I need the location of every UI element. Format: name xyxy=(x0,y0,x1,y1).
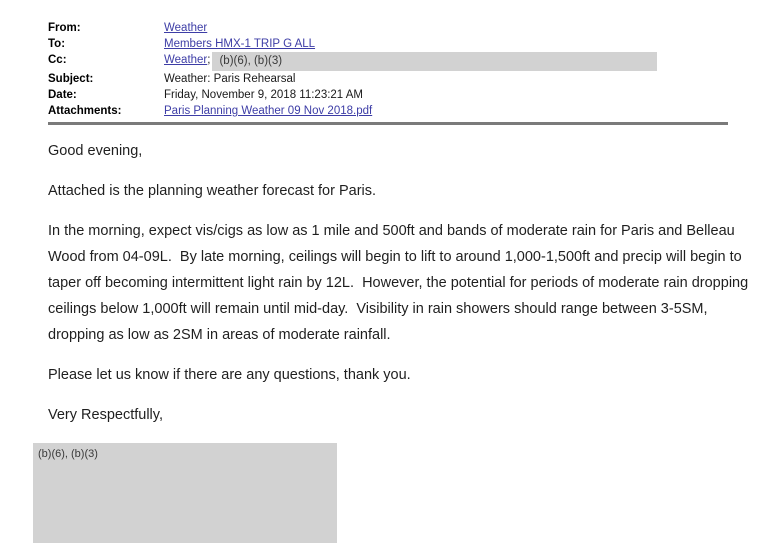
header-row-from xyxy=(48,20,657,36)
header-row-cc xyxy=(48,52,657,71)
body-paragraph-2: In the morning, expect vis/cigs as low as 1 mile and 500ft and bands of moderate rain for Paris and Belleau Wood from 04-09L. By late morning, ceilings will begin to lift to around 1,000-1,500ft and precip will begin to taper off becoming intermittent light rain by 12L. However, the potential for periods of moderate rain dropping ceilings below 1,000ft will remain until mid-day. Visibility in rain showers should range between 3-5SM, dropping as low as 2SM in areas of moderate rainfall. xyxy=(48,223,753,343)
body-paragraph-3: Please let us know if there are any questions, thank you. xyxy=(48,367,411,383)
signature-redaction-box: (b)(6), (b)(3) xyxy=(33,443,337,543)
attachments-label: Attachments: xyxy=(48,105,122,117)
header-row-to xyxy=(48,36,657,52)
closing-text: Very Respectfully, xyxy=(48,407,163,423)
to-label: To: xyxy=(48,38,66,50)
header-row-date xyxy=(48,87,657,103)
cc-separator: ; xyxy=(207,54,211,66)
to-link[interactable]: Members HMX-1 TRIP G ALL xyxy=(164,38,316,50)
header-body-divider xyxy=(48,122,728,125)
subject-label: Subject: xyxy=(48,73,94,85)
date-label: Date: xyxy=(48,89,77,101)
email-body xyxy=(48,138,760,442)
cc-link[interactable]: Weather xyxy=(164,54,208,66)
from-link[interactable]: Weather xyxy=(164,22,208,34)
body-paragraph-1: Attached is the planning weather forecast for Paris. xyxy=(48,183,377,199)
email-header-block xyxy=(48,20,657,119)
cc-redaction-box: (b)(6), (b)(3) xyxy=(212,52,657,71)
header-row-attachments xyxy=(48,103,657,119)
attachment-link[interactable]: Paris Planning Weather 09 Nov 2018.pdf xyxy=(164,105,373,117)
subject-value: Weather: Paris Rehearsal xyxy=(164,73,296,85)
cc-label: Cc: xyxy=(48,54,67,66)
date-value: Friday, November 9, 2018 11:23:21 AM xyxy=(164,89,364,101)
header-row-subject xyxy=(48,71,657,87)
from-label: From: xyxy=(48,22,81,34)
greeting-text: Good evening, xyxy=(48,143,143,159)
